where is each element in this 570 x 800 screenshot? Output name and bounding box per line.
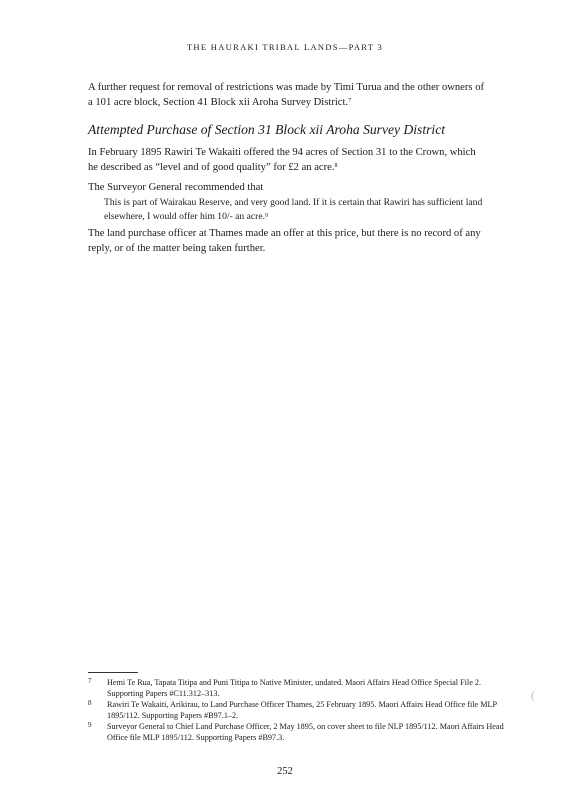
footnote-ref: 8 [334, 163, 338, 169]
paragraph-text: A further request for removal of restrictions was made by Timi Turua and the other owners of a 101 acre block, Section 41 Block xii Aroha Survey District. [88, 82, 485, 108]
quote-text: This is part of Wairakau Reserve, and very good land. If it is certain that Rawiri has sufficient land elsewhere, I would offer him 10/- an acre. [104, 197, 483, 222]
paragraph-outcome [88, 226, 486, 256]
footnote-number: 9 [88, 721, 92, 729]
paragraph-offer [88, 145, 486, 175]
paragraph-text: The Surveyor General recommended that [88, 182, 264, 193]
footnote-text: Hemi Te Rua, Tapata Titipa and Puni Titipa to Native Minister, undated. Maori Affairs Head Office Special File 2. Supporting Papers #C11.312–313. [107, 678, 482, 698]
footnote-text: Surveyor General to Chief Land Purchase Officer, 2 May 1895, on cover sheet to file NLP 1895/112. Maori Affairs Head Office file MLP 1895/112. Supporting Papers #B97.3. [107, 722, 504, 742]
section-heading: Attempted Purchase of Section 31 Block xii Aroha Survey District [88, 122, 446, 137]
footnote-text: Rawiri Te Wakaiti, Arikirau, to Land Purchase Officer Thames, 25 February 1895. Maori Affairs Head Office file MLP 1895/112. Supporting Papers #B97.1–2. [107, 700, 497, 720]
paragraph-surveyor [88, 180, 486, 195]
footnote-number: 7 [88, 677, 92, 685]
footnote-ref: 9 [265, 213, 268, 219]
paragraph-removal-request [88, 80, 486, 110]
footnotes [88, 677, 508, 743]
footnote-item [88, 721, 508, 743]
footnote-divider [88, 672, 138, 673]
page-number: 252 [277, 766, 293, 777]
footnote-item [88, 699, 508, 721]
paragraph-text: The land purchase officer at Thames made an offer at this price, but there is no record of any reply, or of the matter being taken further. [88, 228, 481, 254]
running-head: THE HAURAKI TRIBAL LANDS—PART 3 [186, 42, 384, 52]
paragraph-text: In February 1895 Rawiri Te Wakaiti offered the 94 acres of Section 31 to the Crown, which he described as “level and of good quality” for £2 an acre. [88, 147, 476, 173]
scan-edge-mark: ( [531, 688, 535, 702]
block-quote [104, 196, 484, 224]
footnote-number: 8 [88, 699, 92, 707]
footnote-ref: 7 [348, 98, 352, 104]
footnote-item [88, 677, 508, 699]
